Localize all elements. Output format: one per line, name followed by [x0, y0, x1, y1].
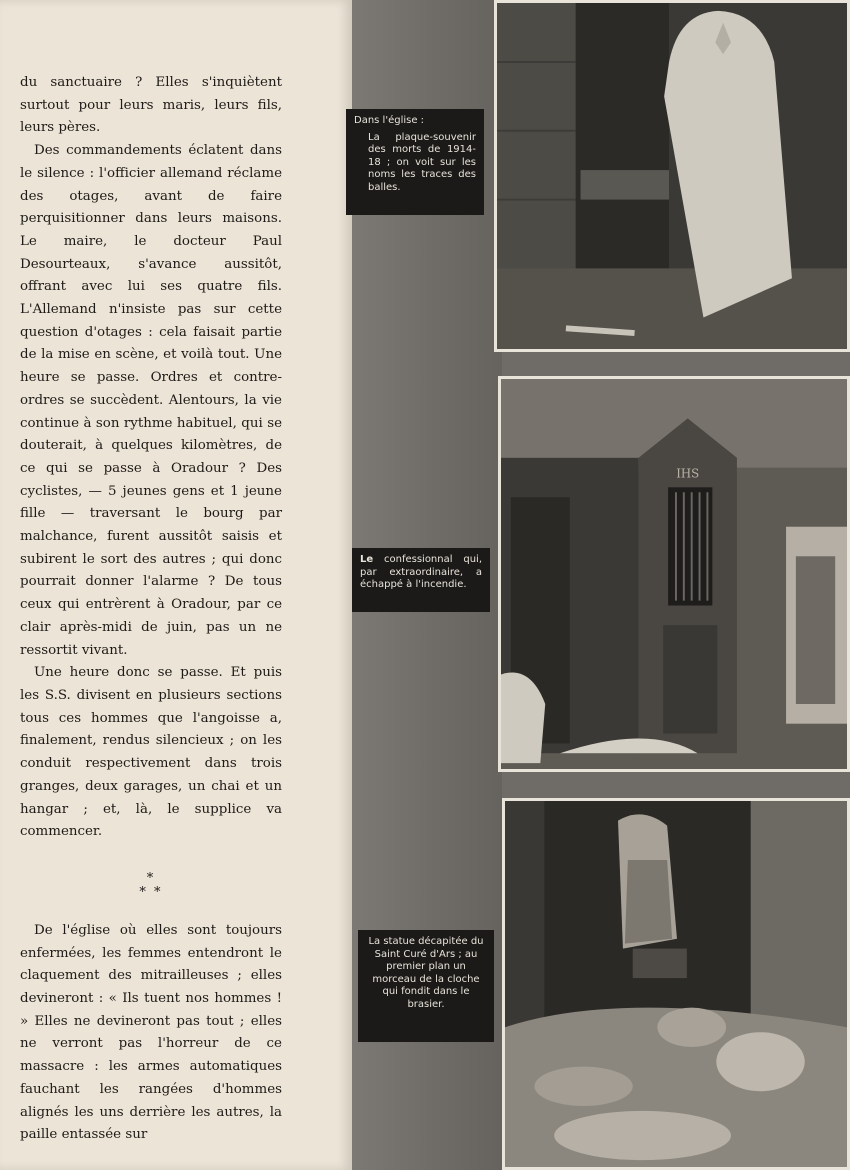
caption-heading: Dans l'église :: [354, 115, 425, 126]
caption-statue: [358, 930, 494, 1042]
article-paragraph: du sanctuaire ? Elles s'inquiètent surtout pour leurs maris, leurs fils, leurs pères.: [20, 75, 282, 136]
photo-statue: [502, 798, 850, 1170]
photo-memorial-plaque-image: [497, 3, 847, 349]
section-separator: [20, 872, 282, 900]
photo-memorial-plaque: [494, 0, 850, 352]
photo-confessional-image: [501, 379, 847, 769]
caption-rest: confessionnal qui, par extraordinaire, a échappé à l'incendie.: [360, 554, 482, 590]
caption-memorial-plaque: [346, 109, 484, 215]
photo-statue-image: [505, 801, 847, 1167]
article-paragraph: Des commandements éclatent dans le silence : l'officier allemand réclame des otages, avant de faire perquisitionner dans leurs maisons. Le maire, le docteur Paul Desourteaux, s'avance aussitôt, offrant avec lui ses quatre fils. L'Allemand n'insiste pas sur cette question d'otages : cela faisait partie de la mise en scène, et voilà tout. Une heure se passe. Ordres et contre-ordres se succèdent. Alentours, la vie continue à son rythme habituel, qui se douterait, à quelques kilomètres, de ce qui se passe à Oradour ? Des cyclistes, — 5 jeunes gens et 1 jeune fille — traversant le bourg par malchance, furent aussitôt saisis et subirent le sort des autres ; qui donc pourrait donner l'alarme ? De tous ceux qui entrèrent à Oradour, par ce clair après-midi de juin, pas un ne ressortit vivant.: [20, 143, 282, 658]
caption-text: La plaque-souvenir des morts de 1914-18 ; on voit sur les noms les traces des balles.: [368, 131, 476, 193]
caption-text: La statue décapitée du Saint Curé d'Ars ; au premier plan un morceau de la cloche qui fondit dans le brasier.: [368, 936, 484, 1010]
photo-confessional: [498, 376, 850, 772]
separator-bottom-stars: * *: [139, 884, 163, 900]
separator-top-star: *: [146, 870, 156, 886]
article-paragraph: De l'église où elles sont toujours enfermées, les femmes entendront le claquement des mitrailleuses ; elles devineront : « Ils tuent nos hommes ! » Elles ne devineront pas tout ; elles ne verront pas l'horreur de ce massacre : les armes automatiques fauchant les rangées d'hommes alignés les uns derrière les autres, la paille entassée sur: [20, 922, 282, 1143]
caption-bold-word: Le: [360, 554, 374, 565]
caption-text: [360, 554, 482, 592]
caption-confessional: [352, 548, 490, 612]
article-column: [20, 72, 282, 1147]
article-paragraph: Une heure donc se passe. Et puis les S.S. divisent en plusieurs sections tous ces hommes que l'angoisse a, finalement, rendus silencieux ; on les conduit respectivement dans trois granges, deux garages, un chai et un hangar ; et, là, le supplice va commencer.: [20, 665, 282, 840]
ihs-inscription: IHS: [676, 466, 700, 481]
